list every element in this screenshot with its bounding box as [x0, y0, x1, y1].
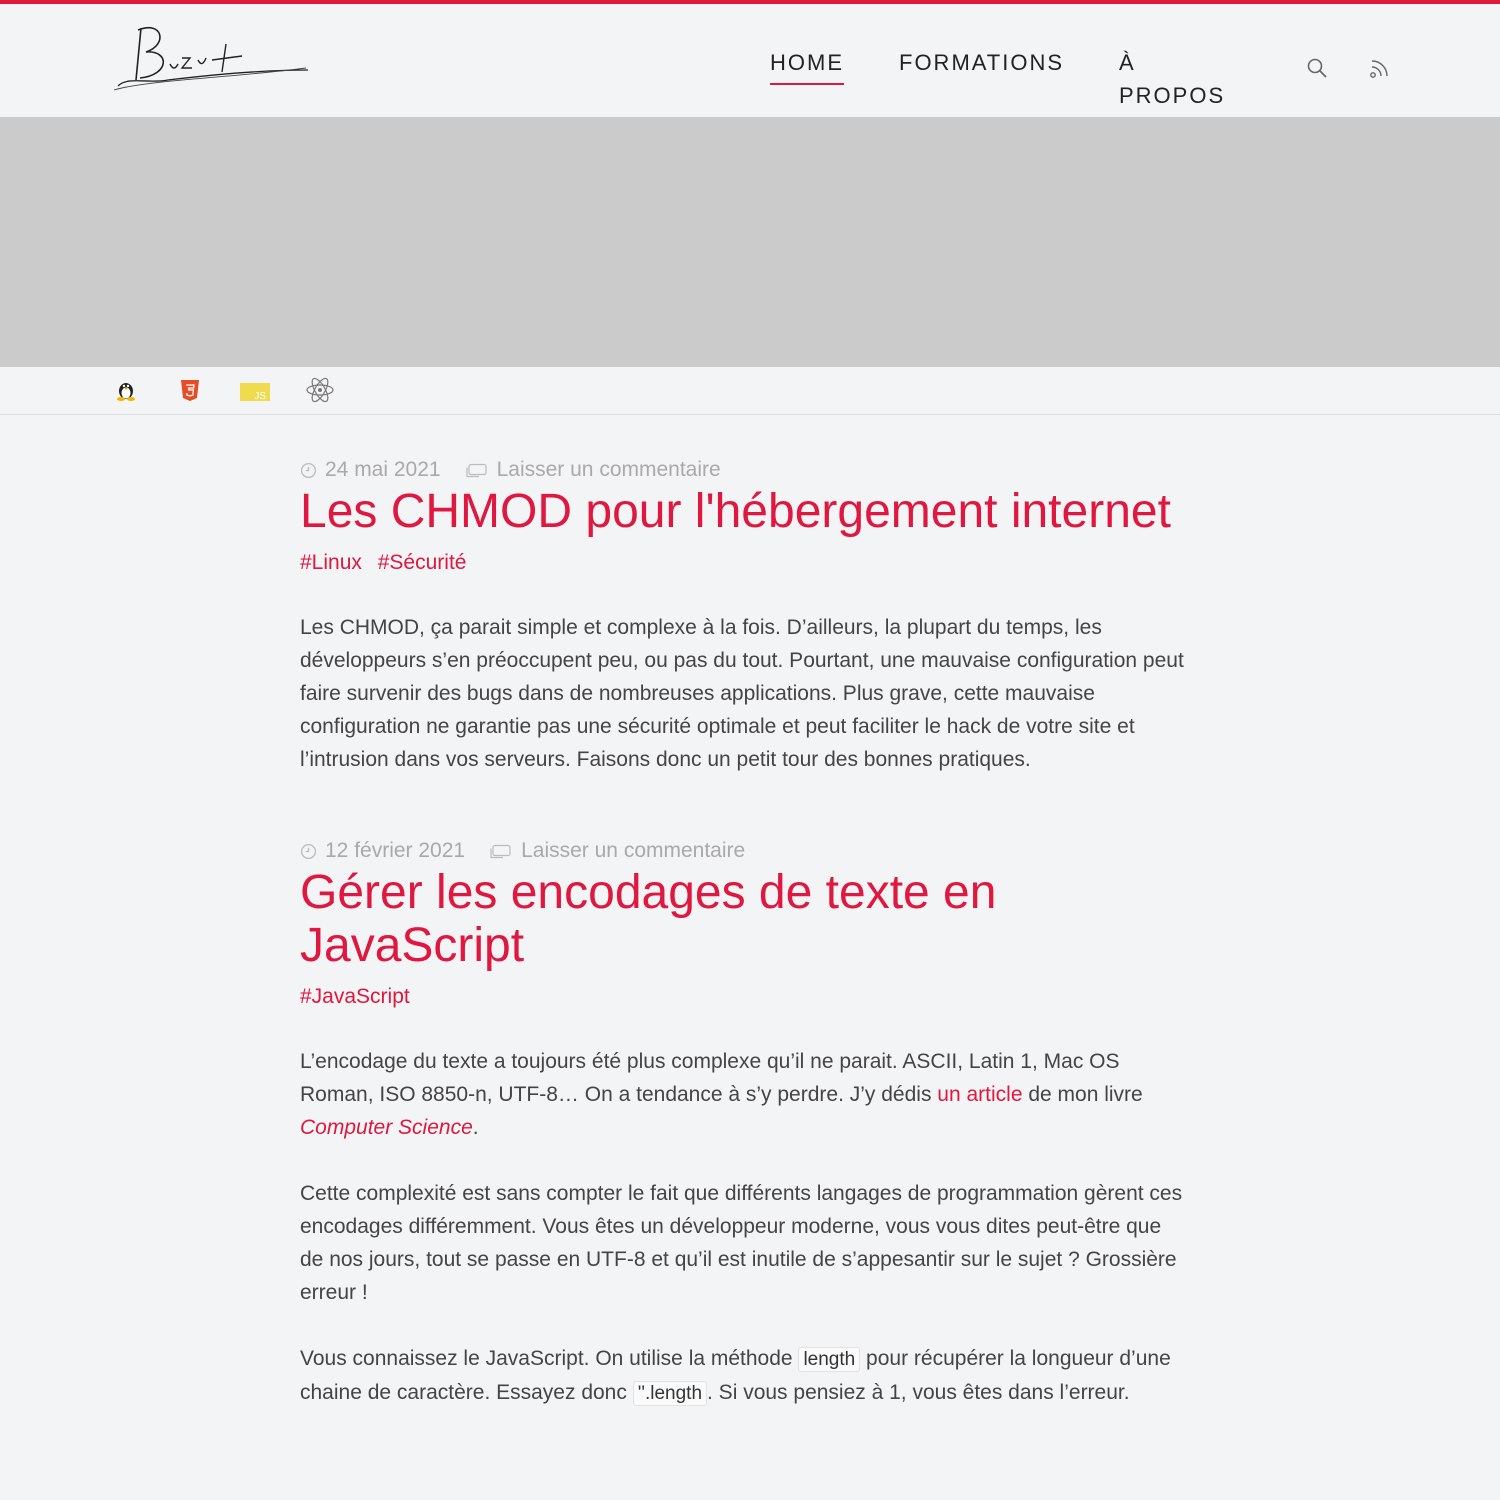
category-html5[interactable]	[174, 377, 206, 403]
text-span: pour récupérer la longueur d’une chaine de caractère. Essayez donc	[300, 1347, 1171, 1404]
excerpt-paragraph: Les CHMOD, ça parait simple et complexe à la fois. D’ailleurs, la plupart du temps, les développeurs s’en préoccupent peu, ou pas du tout. Pourtant, une mauvaise configuration peut faire survenir des bugs dans de nombreuses applications. Plus grave, cette mauvaise configuration ne garantie pas une sécurité optimale et peut faciliter le hack de votre site et l’intrusion dans vos serveurs. Faisons donc un petit tour des bonnes pratiques.	[300, 616, 1184, 771]
post-title	[300, 866, 1000, 972]
category-bar	[0, 367, 1500, 415]
excerpt-paragraph	[300, 1342, 1190, 1410]
hero-banner	[0, 117, 1500, 367]
html5-icon	[174, 377, 206, 403]
tag-javascript[interactable]: #JavaScript	[300, 985, 410, 1008]
signature-logo-icon	[108, 20, 312, 96]
text-span: . Si vous pensiez à 1, vous êtes dans l’erreur.	[707, 1381, 1130, 1404]
logo-signature[interactable]	[108, 20, 312, 96]
post-title	[300, 485, 1200, 538]
inline-code: length	[798, 1347, 860, 1372]
post-title-link[interactable]: Les CHMOD pour l'hébergement internet	[300, 485, 1171, 538]
post-excerpt	[300, 611, 1200, 776]
post-tags	[300, 982, 1200, 1012]
comment-icon	[465, 462, 489, 479]
post-title-link[interactable]: Gérer les encodages de texte en JavaScript	[300, 866, 997, 972]
excerpt-paragraph	[300, 1045, 1190, 1144]
category-linux[interactable]	[110, 377, 142, 403]
post-item	[300, 455, 1200, 776]
react-atom-icon	[304, 377, 336, 403]
text-span: .	[472, 1116, 479, 1139]
category-react[interactable]	[304, 377, 336, 403]
article-link[interactable]: un article	[937, 1083, 1023, 1106]
comment-link[interactable]	[489, 836, 745, 866]
search-icon[interactable]	[1305, 56, 1329, 80]
posts-list	[300, 455, 1200, 1410]
category-javascript[interactable]	[239, 377, 271, 403]
text-span: L’encodage du texte a toujours été plus complexe qu’il ne parait. ASCII, Latin 1, Mac OS Roman, ISO 8850-n, UTF-8… On a tendance à s’y perdre. J’y dédis	[300, 1050, 1120, 1106]
tag-linux[interactable]: #Linux	[300, 551, 362, 574]
clock-icon	[300, 462, 317, 479]
rss-icon[interactable]	[1368, 56, 1392, 80]
text-span: Vous connaissez le JavaScript. On utilise la méthode	[300, 1347, 799, 1370]
nav-formations[interactable]: FORMATIONS	[899, 50, 1065, 75]
comment-label: Laisser un commentaire	[521, 839, 746, 862]
post-excerpt	[300, 1045, 1200, 1410]
post-meta	[300, 455, 1200, 485]
post-date: 24 mai 2021	[325, 458, 441, 481]
javascript-icon	[239, 377, 271, 403]
tag-securite[interactable]: #Sécurité	[377, 551, 467, 574]
comment-icon	[489, 843, 513, 860]
post-tags	[300, 548, 1200, 578]
post-meta	[300, 836, 1200, 866]
book-title: Computer Science	[300, 1116, 473, 1139]
nav-a-propos[interactable]: À PROPOS	[1119, 50, 1226, 108]
nav-home[interactable]: HOME	[770, 46, 844, 79]
comment-label: Laisser un commentaire	[496, 458, 721, 481]
clock-icon	[300, 843, 317, 860]
svg-text:JS: JS	[254, 391, 266, 402]
post-item	[300, 836, 1200, 1410]
excerpt-paragraph: Cette complexité est sans compter le fait que différents langages de programmation gèrent ces encodages différemment. Vous êtes un développeur moderne, vous vous dites peut-être que de nos jours, tout se passe en UTF-8 et qu’il est inutile de s’appesantir sur le sujet ? Grossière erreur !	[300, 1182, 1183, 1304]
post-date: 12 février 2021	[325, 839, 466, 862]
text-span: de mon livre	[1022, 1083, 1143, 1106]
inline-code: ''.length	[633, 1381, 707, 1406]
site-header	[0, 4, 1500, 117]
comment-link[interactable]	[465, 455, 721, 485]
linux-tux-icon	[110, 377, 142, 403]
